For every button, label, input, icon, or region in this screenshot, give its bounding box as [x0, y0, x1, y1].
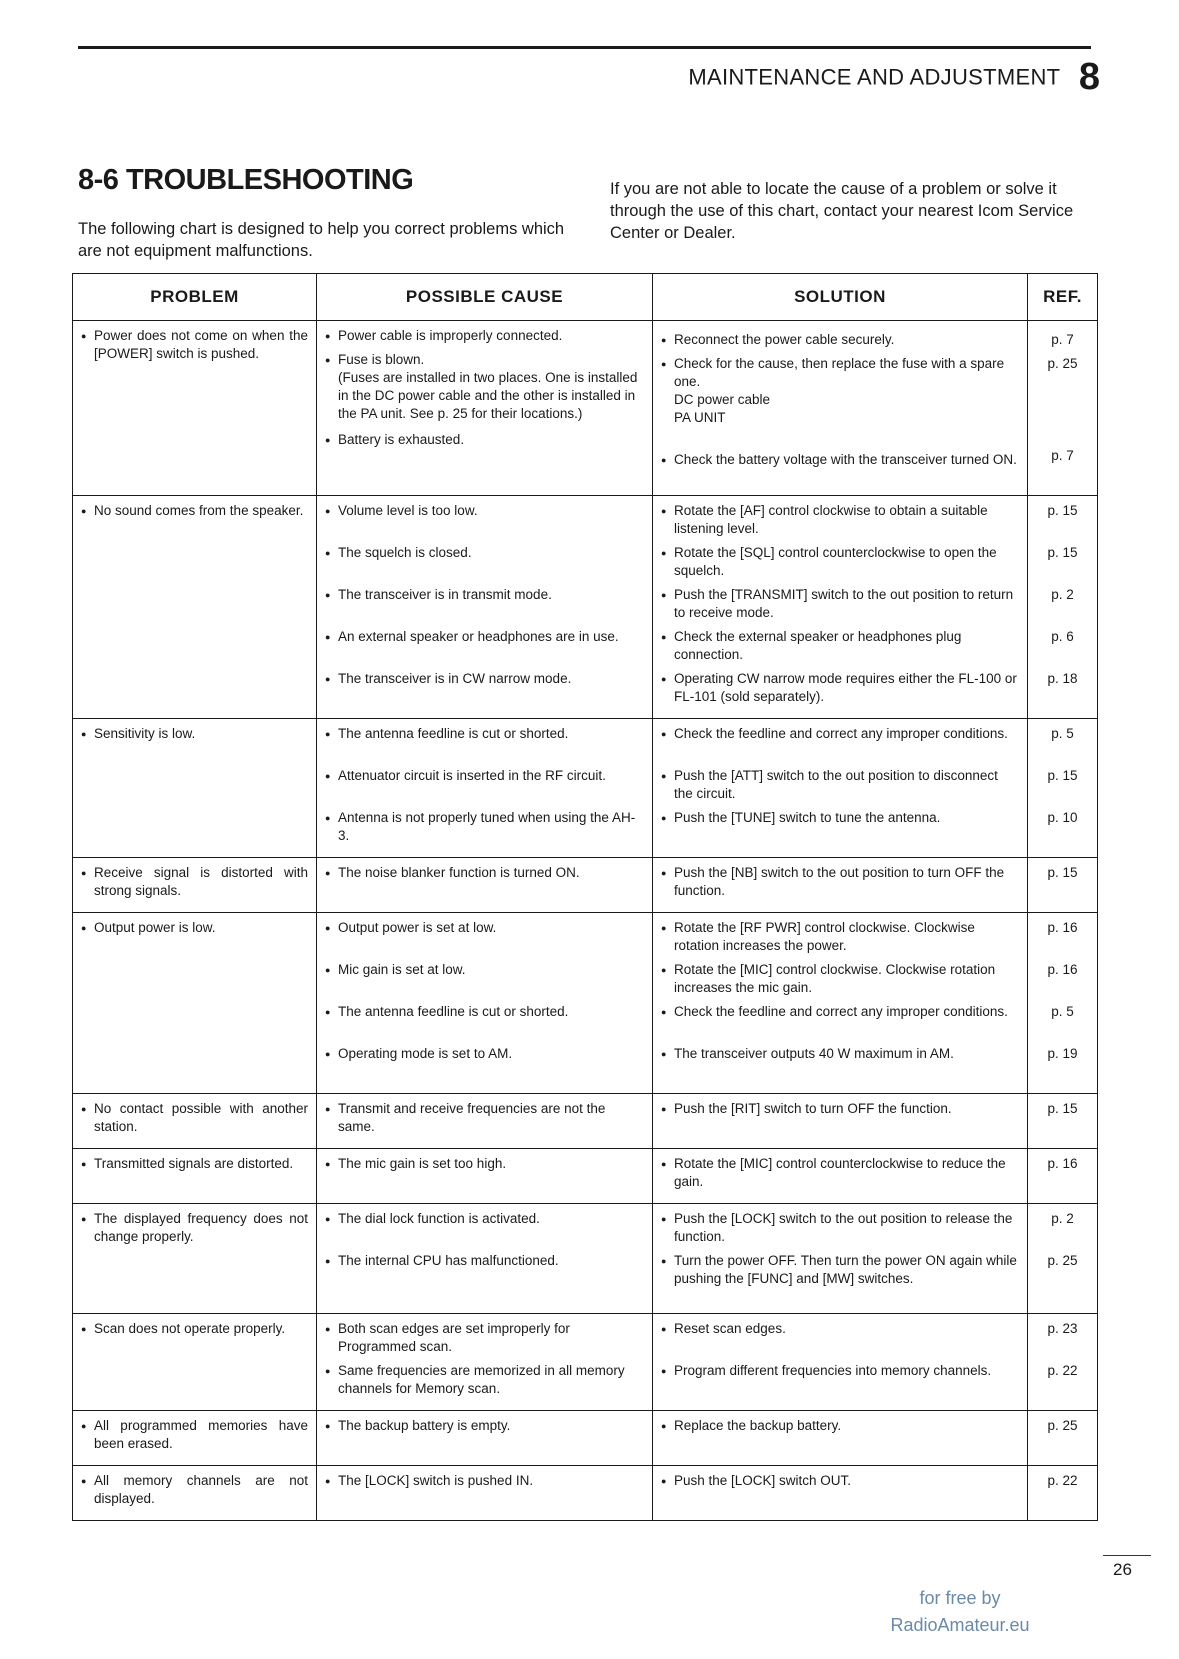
- top-rule: [78, 46, 1091, 49]
- cause-item: ● Both scan edges are set improperly for Programmed scan.: [325, 1320, 644, 1362]
- solution-cell: [653, 1466, 1028, 1521]
- header-problem: PROBLEM: [73, 274, 317, 321]
- solution-item: ● Rotate the [MIC] control clockwise. Clockwise rotation increases the mic gain.: [661, 961, 1019, 1003]
- ref-item: p. 5: [1051, 1004, 1074, 1019]
- problem-text: ● Scan does not operate properly.: [81, 1320, 308, 1338]
- solution-sub: DC power cable: [674, 392, 771, 407]
- problem-text: ● Power does not come on when the [POWER] switch is pushed.: [81, 327, 308, 363]
- ref-item: p. 15: [1047, 545, 1078, 560]
- ref-item: p. 2: [1051, 1211, 1074, 1226]
- solution-cell: [653, 1149, 1028, 1204]
- ref-item: p. 15: [1047, 768, 1078, 783]
- problem-cell: [73, 1411, 317, 1466]
- cause-item: ● An external speaker or headphones are in use.: [325, 628, 644, 670]
- ref-item: p. 22: [1047, 1363, 1078, 1378]
- table-row: [73, 496, 1098, 719]
- problem-cell: [73, 496, 317, 719]
- solution-item: ● Push the [TRANSMIT] switch to the out position to return to receive mode.: [661, 586, 1019, 628]
- ref-item: p. 25: [1047, 356, 1078, 371]
- solution-sub: PA UNIT: [674, 410, 726, 425]
- solution-item: ● Replace the backup battery.: [661, 1417, 1019, 1435]
- solution-item: ● Push the [TUNE] switch to tune the antenna.: [661, 809, 1019, 851]
- ref-cell: [1028, 1094, 1098, 1149]
- section-number: 8: [1078, 56, 1100, 98]
- solution-cell: [653, 496, 1028, 719]
- cause-item: ● The [LOCK] switch is pushed IN.: [325, 1472, 644, 1490]
- problem-cell: [73, 1466, 317, 1521]
- solution-item: ● Reset scan edges.: [661, 1320, 1019, 1362]
- cause-note: (Fuses are installed in two places. One is installed in the DC power cable and the other is installed in the PA unit. See p. 25 for their locations.): [338, 370, 638, 421]
- ref-cell: [1028, 1466, 1098, 1521]
- table-row: [73, 913, 1098, 1094]
- header-cause: POSSIBLE CAUSE: [317, 274, 653, 321]
- ref-cell: [1028, 321, 1098, 496]
- cause-item: ● The transceiver is in transmit mode.: [325, 586, 644, 628]
- cause-cell: [317, 913, 653, 1094]
- solution-item: ● Turn the power OFF. Then turn the power ON again while pushing the [FUNC] and [MW] switches.: [661, 1252, 1019, 1288]
- table-row: [73, 858, 1098, 913]
- cause-cell: [317, 496, 653, 719]
- ref-cell: [1028, 913, 1098, 1094]
- table-row: [73, 1314, 1098, 1411]
- solution-item: ● Check the feedline and correct any improper conditions.: [661, 1003, 1019, 1045]
- cause-item: ● The dial lock function is activated.: [325, 1210, 644, 1252]
- ref-item: p. 6: [1051, 629, 1074, 644]
- problem-cell: [73, 913, 317, 1094]
- problem-text: ● Transmitted signals are distorted.: [81, 1155, 308, 1173]
- table-row: [73, 1204, 1098, 1314]
- solution-cell: [653, 1204, 1028, 1314]
- solution-item: ● Rotate the [SQL] control counterclockwise to open the squelch.: [661, 544, 1019, 586]
- header-ref: REF.: [1028, 274, 1098, 321]
- solution-item: ● Rotate the [RF PWR] control clockwise. Clockwise rotation increases the power.: [661, 919, 1019, 961]
- cause-cell: [317, 1314, 653, 1411]
- cause-item: ● Power cable is improperly connected.: [325, 327, 644, 345]
- ref-item: p. 25: [1047, 1418, 1078, 1433]
- problem-text: ● No sound comes from the speaker.: [81, 502, 308, 520]
- solution-cell: [653, 1314, 1028, 1411]
- solution-item: ● Check for the cause, then replace the fuse with a spare one.: [661, 355, 1019, 391]
- page-title: 8-6 TROUBLESHOOTING: [78, 164, 414, 196]
- ref-item: p. 18: [1047, 671, 1078, 686]
- cause-item: ● Antenna is not properly tuned when using the AH-3.: [325, 809, 644, 851]
- table-header-row: [73, 274, 1098, 321]
- troubleshooting-table: [72, 273, 1098, 1521]
- cause-item: ● Fuse is blown.: [325, 351, 644, 369]
- solution-item: ● Push the [LOCK] switch OUT.: [661, 1472, 1019, 1490]
- table-row: [73, 1466, 1098, 1521]
- problem-text: ● Output power is low.: [81, 919, 308, 937]
- solution-cell: [653, 719, 1028, 858]
- ref-cell: [1028, 858, 1098, 913]
- table-row: [73, 1411, 1098, 1466]
- table-row: [73, 321, 1098, 496]
- problem-text: ● All memory channels are not displayed.: [81, 1472, 308, 1508]
- ref-item: p. 19: [1047, 1046, 1078, 1061]
- ref-item: p. 16: [1047, 962, 1078, 977]
- problem-cell: [73, 1094, 317, 1149]
- section-header: [620, 56, 1100, 99]
- ref-item: p. 22: [1047, 1473, 1078, 1488]
- cause-cell: [317, 719, 653, 858]
- ref-item: p. 23: [1047, 1321, 1078, 1336]
- cause-cell: [317, 858, 653, 913]
- cause-cell: [317, 1149, 653, 1204]
- problem-cell: [73, 858, 317, 913]
- ref-item: p. 5: [1051, 726, 1074, 741]
- solution-item: ● Reconnect the power cable securely.: [661, 331, 1019, 349]
- solution-item: ● Push the [ATT] switch to the out position to disconnect the circuit.: [661, 767, 1019, 809]
- ref-cell: [1028, 719, 1098, 858]
- solution-item: ● Check the battery voltage with the transceiver turned ON.: [661, 451, 1019, 469]
- problem-text: ● No contact possible with another station.: [81, 1100, 308, 1136]
- problem-text: ● Receive signal is distorted with strong signals.: [81, 864, 308, 900]
- cause-item: ● The antenna feedline is cut or shorted.: [325, 725, 644, 767]
- cause-item: ● Battery is exhausted.: [325, 431, 644, 449]
- solution-item: ● Rotate the [AF] control clockwise to obtain a suitable listening level.: [661, 502, 1019, 544]
- intro-right: If you are not able to locate the cause of a problem or solve it through the use of this chart, contact your nearest Icom Service Center or Dealer.: [610, 180, 1074, 242]
- problem-cell: [73, 1149, 317, 1204]
- cause-item: ● The squelch is closed.: [325, 544, 644, 586]
- cause-item: ● The internal CPU has malfunctioned.: [325, 1252, 644, 1294]
- solution-item: ● Check the feedline and correct any improper conditions.: [661, 725, 1019, 767]
- cause-item: ● Same frequencies are memorized in all memory channels for Memory scan.: [325, 1362, 644, 1398]
- cause-cell: [317, 1411, 653, 1466]
- ref-item: p. 15: [1047, 503, 1078, 518]
- ref-cell: [1028, 1149, 1098, 1204]
- solution-cell: [653, 858, 1028, 913]
- solution-item: ● Push the [RIT] switch to turn OFF the function.: [661, 1100, 1019, 1118]
- ref-cell: [1028, 1411, 1098, 1466]
- solution-cell: [653, 1411, 1028, 1466]
- watermark: [860, 1585, 1060, 1639]
- ref-cell: [1028, 496, 1098, 719]
- cause-cell: [317, 1466, 653, 1521]
- ref-cell: [1028, 1314, 1098, 1411]
- cause-item: ● Mic gain is set at low.: [325, 961, 644, 1003]
- cause-item: ● The mic gain is set too high.: [325, 1155, 644, 1173]
- solution-item: ● Rotate the [MIC] control counterclockwise to reduce the gain.: [661, 1155, 1019, 1191]
- problem-cell: [73, 1204, 317, 1314]
- cause-item: ● Volume level is too low.: [325, 502, 644, 544]
- cause-item: ● Operating mode is set to AM.: [325, 1045, 644, 1087]
- cause-item: ● Attenuator circuit is inserted in the RF circuit.: [325, 767, 644, 809]
- solution-item: ● Push the [LOCK] switch to the out position to release the function.: [661, 1210, 1019, 1252]
- problem-cell: [73, 719, 317, 858]
- ref-item: p. 15: [1047, 865, 1078, 880]
- cause-item: ● Transmit and receive frequencies are not the same.: [325, 1100, 644, 1136]
- table-row: [73, 1094, 1098, 1149]
- problem-cell: [73, 1314, 317, 1411]
- cause-item: ● Output power is set at low.: [325, 919, 644, 961]
- solution-cell: [653, 321, 1028, 496]
- ref-item: p. 7: [1051, 448, 1074, 463]
- cause-item: ● The backup battery is empty.: [325, 1417, 644, 1435]
- cause-item: ● The antenna feedline is cut or shorted.: [325, 1003, 644, 1045]
- problem-text: ● Sensitivity is low.: [81, 725, 308, 743]
- cause-item: ● The noise blanker function is turned ON.: [325, 864, 644, 882]
- page-number: 26: [1113, 1560, 1132, 1579]
- cause-cell: [317, 1204, 653, 1314]
- table-row: [73, 719, 1098, 858]
- section-title: MAINTENANCE AND ADJUSTMENT: [688, 64, 1061, 90]
- solution-item: ● Push the [NB] switch to the out position to turn OFF the function.: [661, 864, 1019, 900]
- table-row: [73, 1149, 1098, 1204]
- problem-cell: [73, 321, 317, 496]
- ref-item: p. 2: [1051, 587, 1074, 602]
- solution-cell: [653, 913, 1028, 1094]
- ref-item: p. 16: [1047, 920, 1078, 935]
- ref-cell: [1028, 1204, 1098, 1314]
- solution-cell: [653, 1094, 1028, 1149]
- cause-cell: [317, 1094, 653, 1149]
- page-number-rule: [1103, 1555, 1151, 1556]
- cause-cell: [317, 321, 653, 496]
- solution-item: ● Operating CW narrow mode requires either the FL-100 or FL-101 (sold separately).: [661, 670, 1019, 712]
- cause-item: ● The transceiver is in CW narrow mode.: [325, 670, 644, 712]
- ref-item: p. 7: [1051, 332, 1074, 347]
- solution-item: ● Check the external speaker or headphones plug connection.: [661, 628, 1019, 670]
- ref-item: p. 15: [1047, 1101, 1078, 1116]
- watermark-line1: for free by: [919, 1588, 1001, 1608]
- ref-item: p. 10: [1047, 810, 1078, 825]
- ref-item: p. 25: [1047, 1253, 1078, 1268]
- ref-item: p. 16: [1047, 1156, 1078, 1171]
- problem-text: ● All programmed memories have been erased.: [81, 1417, 308, 1453]
- header-solution: SOLUTION: [653, 274, 1028, 321]
- watermark-line2: RadioAmateur.eu: [890, 1615, 1030, 1635]
- solution-item: ● The transceiver outputs 40 W maximum in AM.: [661, 1045, 1019, 1087]
- intro-left: The following chart is designed to help you correct problems which are not equipment malfunctions.: [78, 220, 565, 260]
- problem-text: ● The displayed frequency does not change properly.: [81, 1210, 308, 1246]
- solution-item: ● Program different frequencies into memory channels.: [661, 1362, 1019, 1380]
